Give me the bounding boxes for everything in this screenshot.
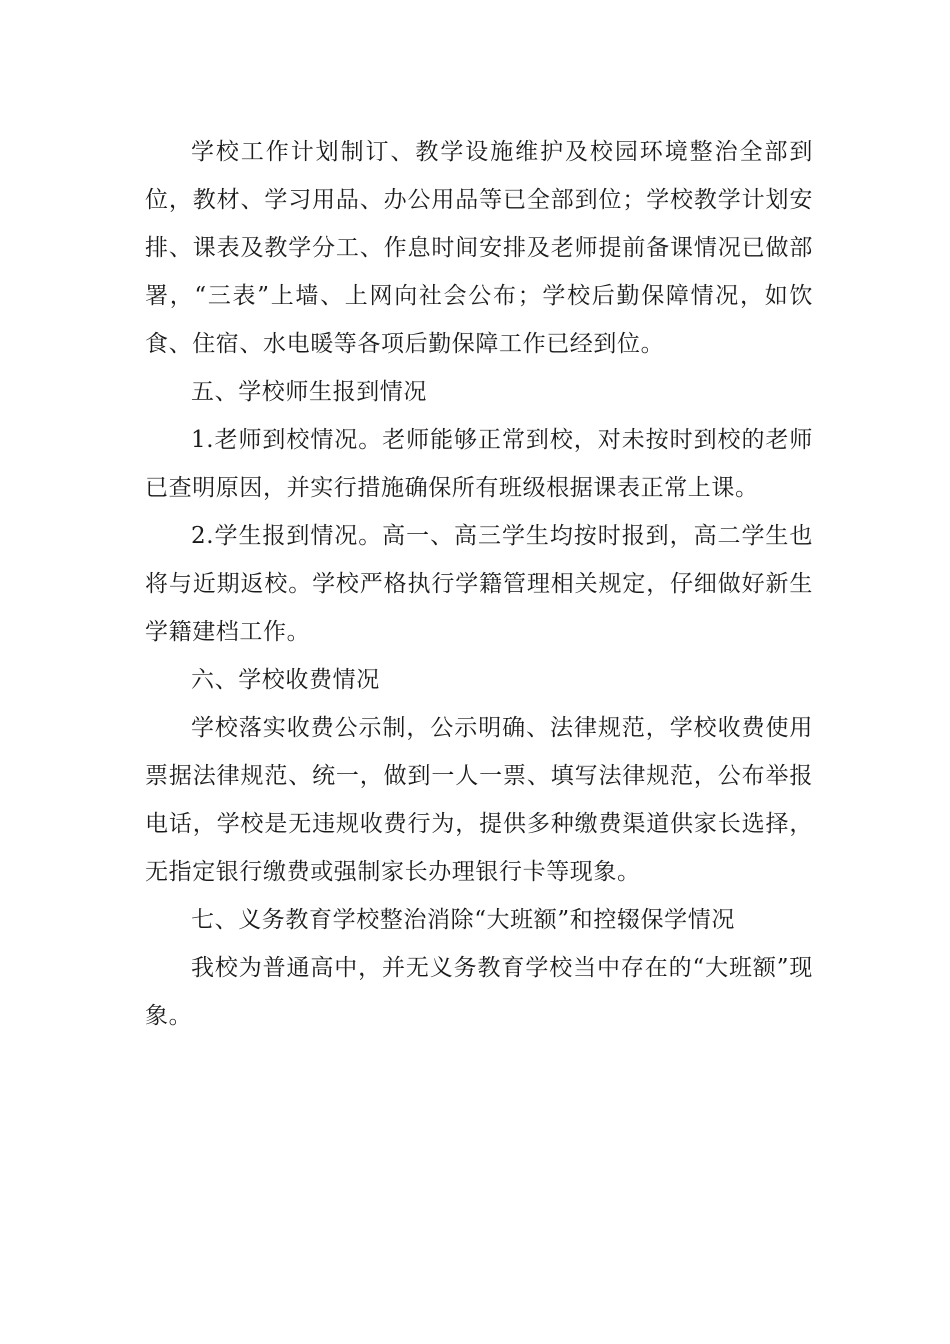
paragraph-facilities: 学校工作计划制订、教学设施维护及校园环境整治全部到位，教材、学习用品、办公用品等已全部到位；学校教学计划安排、课表及教学分工、作息时间安排及老师提前备课情况已做部署，“三表”上墙、上网向社会公布；学校后勤保障情况，如饮食、住宿、水电暖等各项后勤保障工作已经到位。 xyxy=(145,139,813,357)
section-heading-compulsory-education: 七、义务教育学校整治消除“大班额”和控辍保学情况 xyxy=(191,907,735,933)
document-body xyxy=(145,128,813,1040)
paragraph-class-size: 我校为普通高中，并无义务教育学校当中存在的“大班额”现象。 xyxy=(145,955,813,1029)
paragraph-fees: 学校落实收费公示制，公示明确、法律规范，学校收费使用票据法律规范、统一，做到一人一票、填写法律规范，公布举报电话，学校是无违规收费行为，提供多种缴费渠道供家长选择，无指定银行缴费或强制家长办理银行卡等现象。 xyxy=(145,715,813,885)
section-heading-registration: 五、学校师生报到情况 xyxy=(191,379,427,405)
section-heading-fees: 六、学校收费情况 xyxy=(191,667,380,693)
paragraph-student-registration: 2.学生报到情况。高一、高三学生均按时报到，高二学生也将与近期返校。学校严格执行学籍管理相关规定，仔细做好新生学籍建档工作。 xyxy=(145,523,813,645)
paragraph-teacher-arrival: 1.老师到校情况。老师能够正常到校，对未按时到校的老师已查明原因，并实行措施确保所有班级根据课表正常上课。 xyxy=(145,427,813,501)
